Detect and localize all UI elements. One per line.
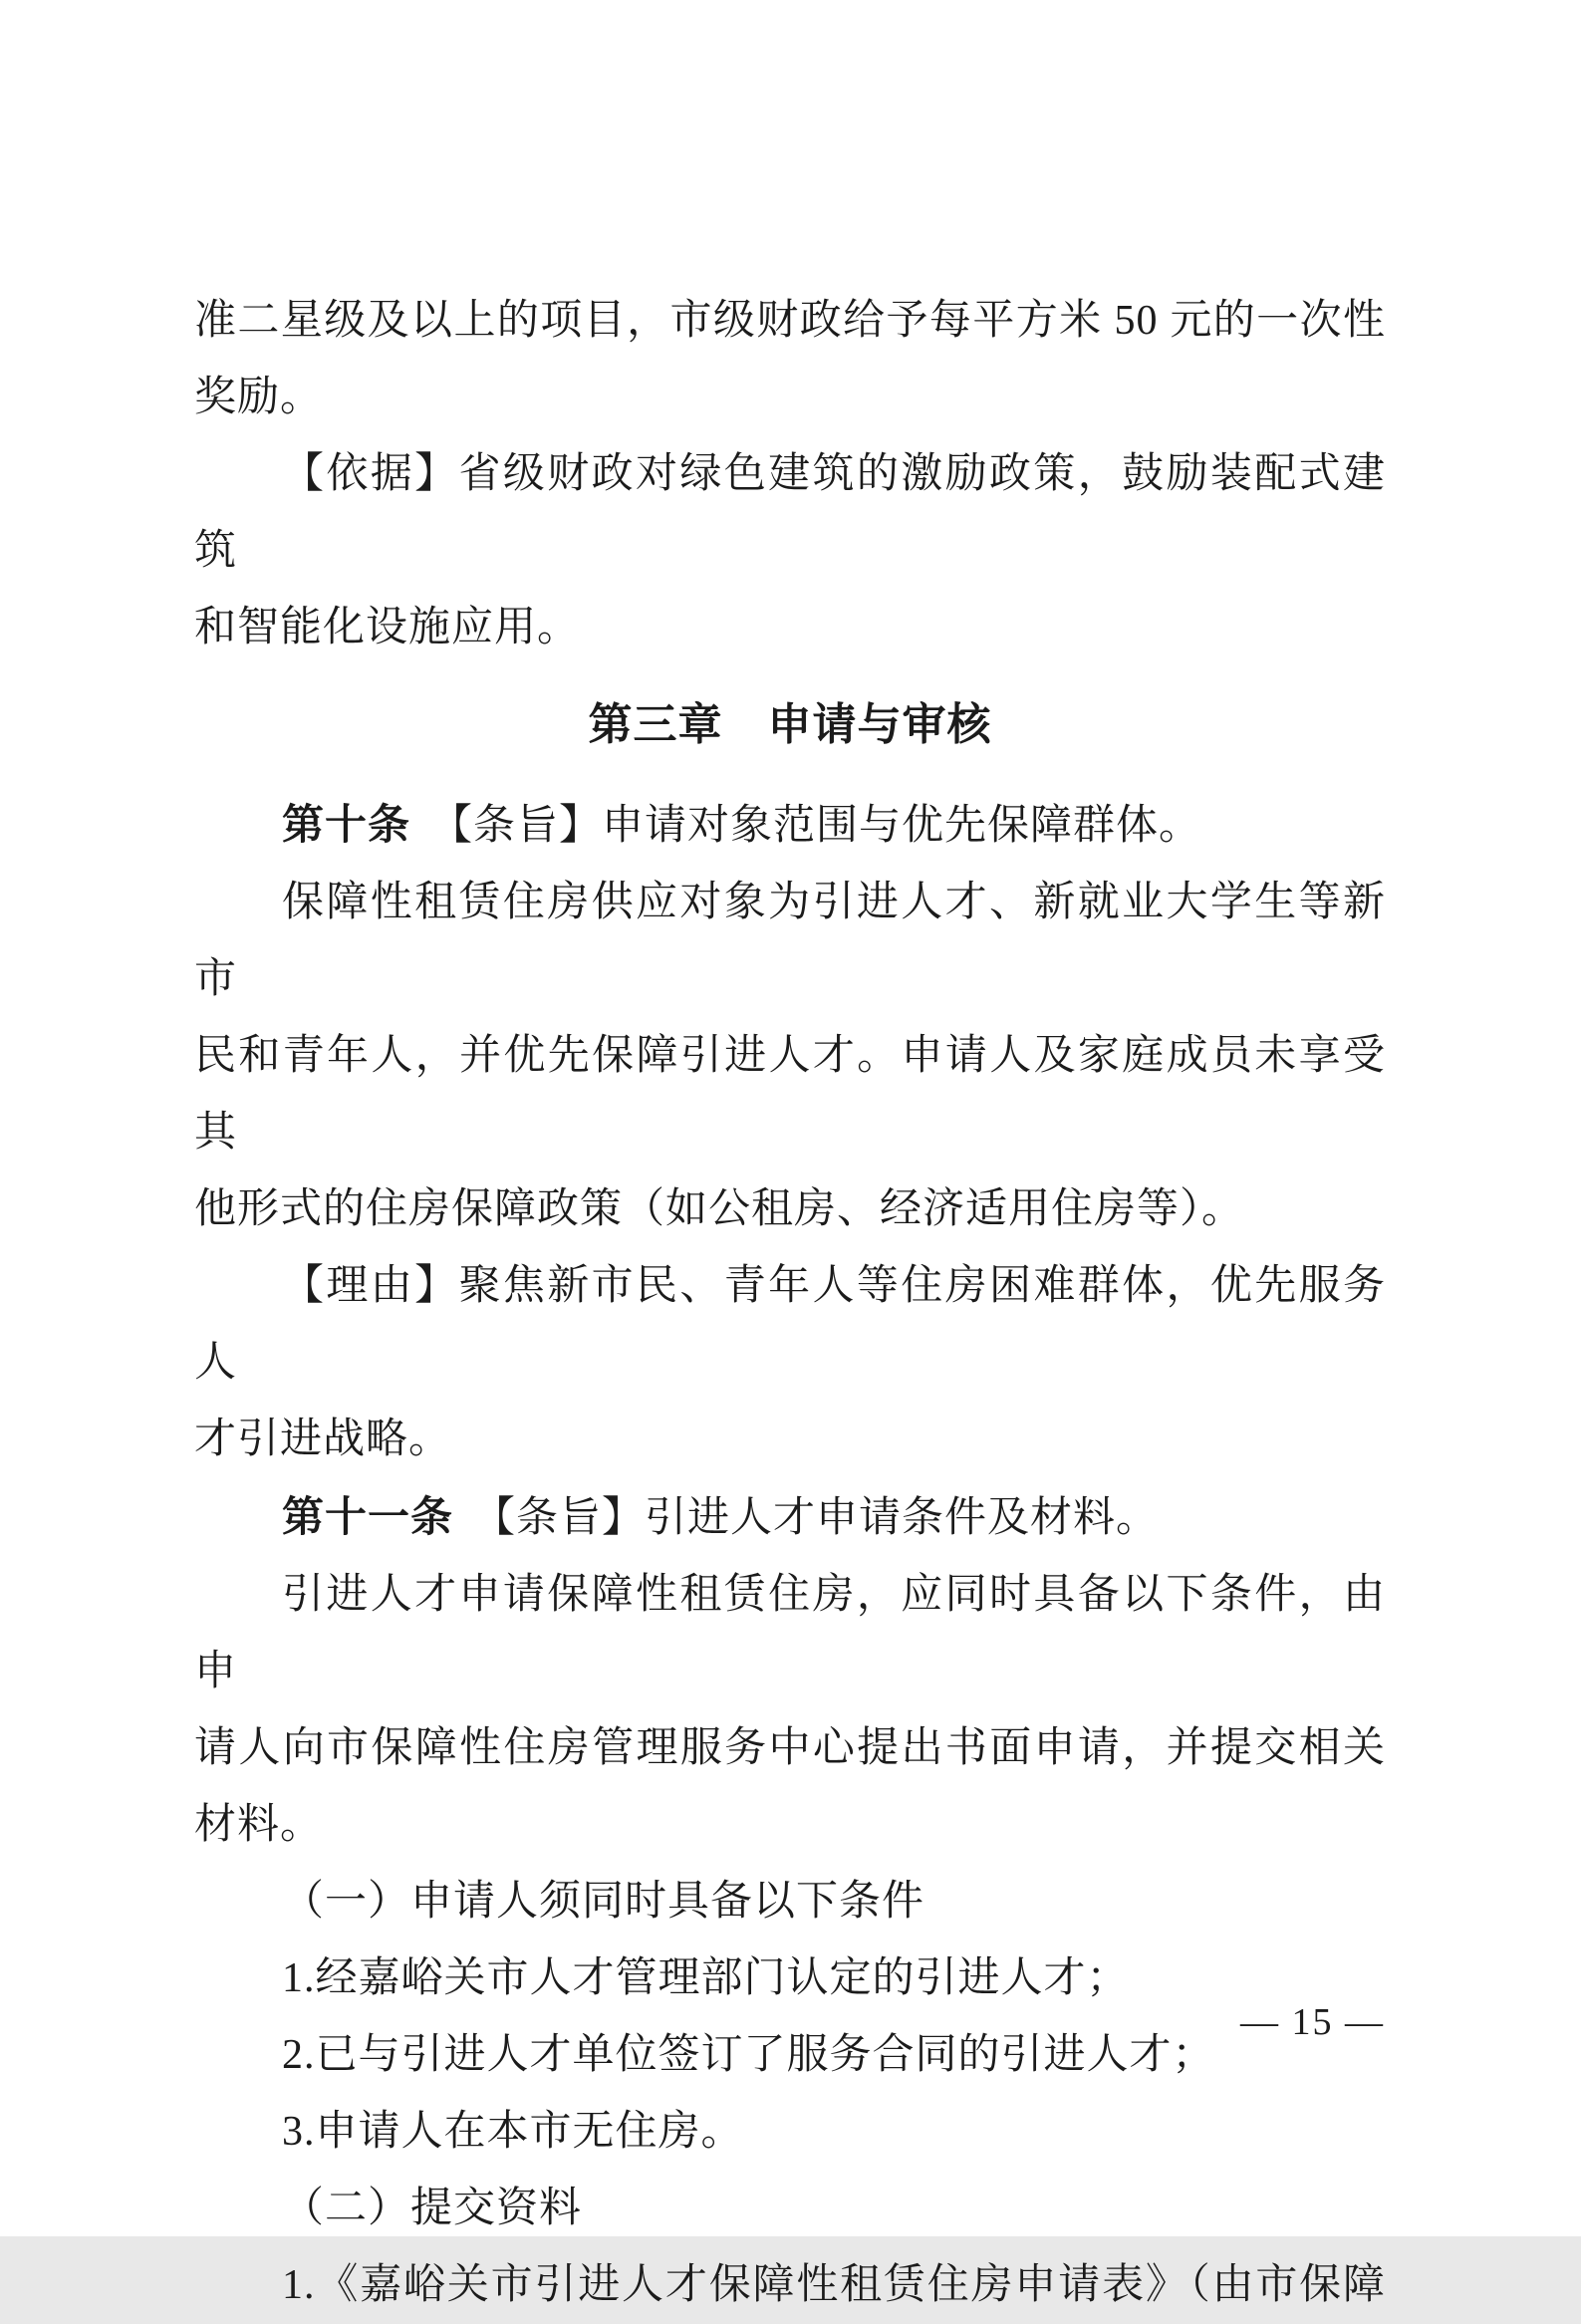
body-line: 奖励。: [194, 375, 324, 420]
list-item: 1.《嘉峪关市引进人才保障性租赁住房申请表》（由市保障: [282, 2262, 1386, 2308]
body-line: 【理由】聚焦新市民、青年人等住房困难群体，优先服务人: [194, 1263, 1386, 1386]
body-line: 才引进战略。: [194, 1417, 452, 1462]
article-title: 【条旨】引进人才申请条件及材料。: [473, 1495, 1160, 1541]
body-line: 民和青年人，并优先保障引进人才。申请人及家庭成员未享受其: [194, 1033, 1386, 1156]
body-line: 他形式的住房保障政策（如公租房、经济适用住房等）。: [194, 1186, 1245, 1232]
body-line: 【依据】省级财政对绿色建筑的激励政策，鼓励装配式建筑: [194, 451, 1386, 574]
document-body: [194, 283, 1386, 2324]
article-line: [194, 786, 1386, 865]
sub-heading-line: （一）申请人须同时具备以下条件: [282, 1879, 925, 1925]
list-item: 3.申请人在本市无住房。: [282, 2109, 744, 2155]
body-line: 准二星级及以上的项目，市级财政给予每平方米 50 元的一次性: [194, 298, 1386, 344]
article-number: 第十条: [282, 801, 411, 848]
article-title: 【条旨】申请对象范围与优先保障群体。: [430, 803, 1202, 849]
body-line: 材料。: [194, 1802, 324, 1848]
article-number: 第十一条: [282, 1493, 454, 1540]
body-line: 和智能化设施应用。: [194, 605, 581, 650]
body-line: 请人向市保障性住房管理服务中心提出书面申请，并提交相关: [194, 1725, 1386, 1771]
page-number: — 15 —: [1240, 2001, 1385, 2043]
list-item: 1.经嘉峪关市人才管理部门认定的引进人才；: [282, 1955, 1130, 2001]
chapter-heading: 第三章 申请与审核: [588, 700, 992, 749]
article-line: [194, 1478, 1386, 1557]
list-item: 2.已与引进人才单位签订了服务合同的引进人才；: [282, 2032, 1215, 2078]
body-line: 引进人才申请保障性租赁住房，应同时具备以下条件，由申: [194, 1572, 1386, 1694]
body-line: 保障性租赁住房供应对象为引进人才、新就业大学生等新市: [194, 880, 1386, 1002]
sub-heading-line: （二）提交资料: [282, 2186, 583, 2231]
